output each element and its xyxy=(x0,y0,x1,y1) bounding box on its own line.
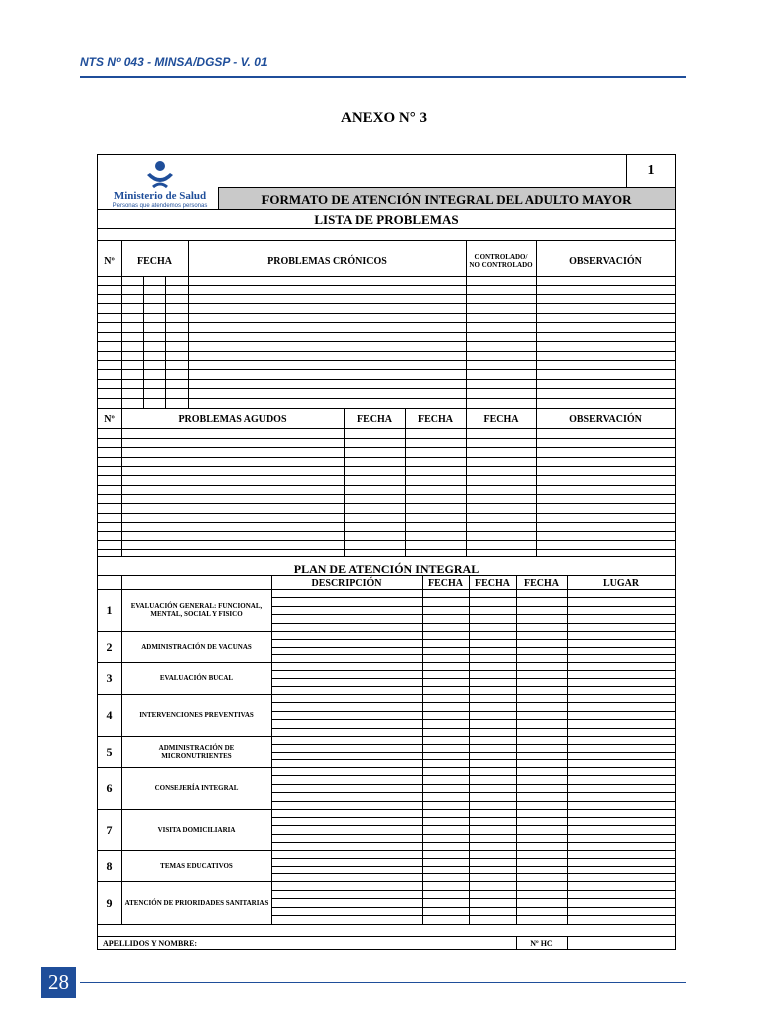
logo-tagline: Personas que atendemos personas xyxy=(112,203,208,209)
grid-line xyxy=(466,408,467,556)
grid-line xyxy=(121,408,122,556)
grid-line xyxy=(271,575,272,924)
document-header: NTS Nº 043 - MINSA/DGSP - V. 01 xyxy=(80,55,268,69)
grid-line xyxy=(98,294,675,295)
grid-line xyxy=(516,575,517,924)
chronic-col-controlado-line1: CONTROLADO/ xyxy=(474,253,528,261)
plan-item-number: 3 xyxy=(106,671,113,685)
acute-col-fecha2: FECHA xyxy=(418,414,453,425)
grid-line xyxy=(98,438,675,439)
grid-line xyxy=(98,276,675,277)
grid-line xyxy=(271,678,675,679)
grid-line xyxy=(98,369,675,370)
grid-line xyxy=(271,898,675,899)
acute-col-fecha1: FECHA xyxy=(357,414,392,425)
plan-item-number: 8 xyxy=(106,858,113,873)
grid-line xyxy=(567,936,568,949)
plan-item-label: EVALUACIÓN BUCAL xyxy=(159,674,234,682)
grid-line xyxy=(98,351,675,352)
acute-col-no: Nº xyxy=(104,414,115,425)
plan-item-number: 1 xyxy=(106,603,113,617)
grid-line xyxy=(271,907,675,908)
grid-line xyxy=(422,575,423,924)
form-sheet xyxy=(97,154,676,950)
grid-line xyxy=(98,303,675,304)
grid-line xyxy=(121,575,122,924)
plan-col-fecha2: FECHA xyxy=(475,578,510,589)
grid-line xyxy=(98,936,675,937)
grid-line xyxy=(271,654,675,655)
grid-line xyxy=(98,503,675,504)
grid-line xyxy=(98,447,675,448)
grid-line xyxy=(536,240,537,408)
plan-col-fecha3: FECHA xyxy=(524,578,559,589)
grid-line xyxy=(98,662,675,663)
grid-line xyxy=(271,890,675,891)
chronic-col-observacion: OBSERVACIÓN xyxy=(569,256,642,267)
grid-line xyxy=(98,485,675,486)
ministry-logo-icon xyxy=(104,159,216,191)
grid-line xyxy=(271,606,675,607)
grid-line xyxy=(98,513,675,514)
grid-line xyxy=(536,408,537,556)
footer-rule xyxy=(80,982,686,983)
grid-line xyxy=(98,360,675,361)
grid-line xyxy=(271,623,675,624)
grid-line xyxy=(567,575,568,924)
grid-line xyxy=(98,475,675,476)
grid-line xyxy=(98,556,675,557)
grid-line xyxy=(98,549,675,550)
chronic-col-controlado xyxy=(466,253,536,269)
plan-col-lugar: LUGAR xyxy=(602,578,640,589)
grid-line xyxy=(466,240,467,408)
grid-line xyxy=(344,408,345,556)
grid-line xyxy=(98,466,675,467)
acute-col-fecha3: FECHA xyxy=(483,414,519,425)
acute-col-problemas: PROBLEMAS AGUDOS xyxy=(178,414,287,425)
chronic-col-fecha: FECHA xyxy=(137,256,172,267)
grid-line xyxy=(271,801,675,802)
grid-line xyxy=(271,759,675,760)
grid-line xyxy=(98,631,675,632)
plan-item-label: CONSEJERÍA INTEGRAL xyxy=(154,784,239,792)
grid-line xyxy=(271,752,675,753)
header-rule xyxy=(80,76,686,78)
plan-title: PLAN DE ATENCIÓN INTEGRAL xyxy=(293,562,480,576)
grid-line xyxy=(271,775,675,776)
grid-line xyxy=(98,398,675,399)
grid-line xyxy=(469,575,470,924)
grid-line xyxy=(271,670,675,671)
plan-item-label: ADMINISTRACIÓN DE MICRONUTRIENTES xyxy=(158,743,235,760)
grid-line xyxy=(271,711,675,712)
plan-item-number: 2 xyxy=(106,639,113,654)
grid-line xyxy=(98,408,675,409)
grid-line xyxy=(271,915,675,916)
form-number: 1 xyxy=(647,163,655,178)
footer-nhc: Nº HC xyxy=(530,939,553,948)
chronic-col-no: Nº xyxy=(104,256,115,267)
grid-line xyxy=(271,614,675,615)
grid-line xyxy=(121,240,122,408)
grid-line xyxy=(271,719,675,720)
plan-item-number: 7 xyxy=(106,822,113,837)
grid-line xyxy=(98,924,675,925)
chronic-col-controlado-line2: NO CONTROLADO xyxy=(469,261,533,269)
grid-line xyxy=(271,728,675,729)
grid-line xyxy=(98,540,675,541)
grid-line xyxy=(271,817,675,818)
grid-line xyxy=(271,639,675,640)
grid-line xyxy=(188,240,189,408)
grid-line xyxy=(271,647,675,648)
grid-line xyxy=(271,834,675,835)
grid-line xyxy=(98,322,675,323)
plan-item-label: ATENCIÓN DE PRIORIDADES SANITARIAS xyxy=(124,898,269,907)
grid-line xyxy=(516,936,517,949)
grid-line xyxy=(98,767,675,768)
grid-line xyxy=(98,313,675,314)
plan-col-fecha1: FECHA xyxy=(428,578,463,589)
grid-line xyxy=(271,792,675,793)
grid-line xyxy=(98,575,675,576)
footer-apellidos: APELLIDOS Y NOMBRE: xyxy=(103,939,198,948)
grid-line xyxy=(98,522,675,523)
grid-line xyxy=(271,825,675,826)
grid-line xyxy=(271,686,675,687)
grid-line xyxy=(98,332,675,333)
plan-item-number: 5 xyxy=(106,744,113,759)
grid-line xyxy=(98,881,675,882)
form-title: FORMATO DE ATENCIÓN INTEGRAL DEL ADULTO MAYOR xyxy=(261,192,632,207)
grid-line xyxy=(98,809,675,810)
grid-line xyxy=(271,702,675,703)
grid-line xyxy=(98,457,675,458)
plan-item-label: ADMINISTRACIÓN DE VACUNAS xyxy=(141,642,252,651)
grid-line xyxy=(271,597,675,598)
plan-item-number: 9 xyxy=(106,895,113,910)
page-number: 28 xyxy=(41,967,76,998)
acute-col-observacion: OBSERVACIÓN xyxy=(569,414,642,425)
plan-item-label: EVALUACIÓN GENERAL: FUNCIONAL, MENTAL, SOCIAL Y FISICO xyxy=(130,602,263,618)
annex-title: ANEXO N° 3 xyxy=(340,110,427,126)
grid-line xyxy=(405,408,406,556)
grid-line xyxy=(98,494,675,495)
grid-line xyxy=(271,744,675,745)
grid-line xyxy=(98,736,675,737)
grid-line xyxy=(271,858,675,859)
plan-item-label: TEMAS EDUCATIVOS xyxy=(160,861,233,870)
grid-line xyxy=(98,388,675,389)
grid-line xyxy=(98,341,675,342)
grid-line xyxy=(271,866,675,867)
grid-line xyxy=(98,379,675,380)
logo-name: Ministerio de Salud xyxy=(113,190,207,202)
chronic-col-problemas: PROBLEMAS CRÓNICOS xyxy=(267,256,387,267)
grid-line xyxy=(98,531,675,532)
grid-line xyxy=(98,428,675,429)
grid-line xyxy=(271,784,675,785)
grid-line xyxy=(271,873,675,874)
plan-item-number: 4 xyxy=(106,708,113,722)
form-subtitle: LISTA DE PROBLEMAS xyxy=(314,212,459,227)
grid-line xyxy=(98,285,675,286)
grid-line xyxy=(271,842,675,843)
ministry-logo xyxy=(104,159,216,209)
grid-line xyxy=(98,694,675,695)
plan-item-number: 6 xyxy=(106,781,113,795)
plan-item-label: INTERVENCIONES PREVENTIVAS xyxy=(139,711,254,719)
plan-item-label: VISITA DOMICILIARIA xyxy=(157,825,236,834)
grid-line xyxy=(98,850,675,851)
plan-col-descripcion: DESCRIPCIÓN xyxy=(311,578,382,589)
grid-line xyxy=(98,589,675,590)
